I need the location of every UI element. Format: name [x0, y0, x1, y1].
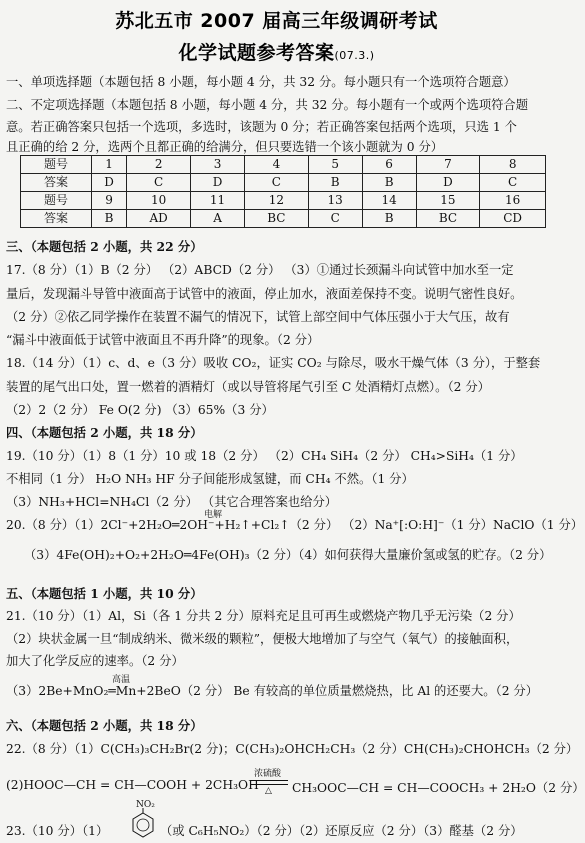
section-5-heading: 五、（本题包括 1 小题，共 10 分） [6, 586, 203, 601]
table-cell: 8 [480, 156, 546, 174]
table-row [21, 192, 546, 210]
table-row [21, 210, 546, 228]
q22-reactants: (2)HOOC—CH = CH—COOH + 2CH₃OH [6, 778, 259, 792]
reaction-arrow-bottom [250, 784, 288, 785]
table-cell: 题号 [21, 156, 92, 174]
table-cell: A [191, 210, 245, 228]
table-cell: 13 [308, 192, 362, 210]
table-cell: 9 [92, 192, 127, 210]
ring-outline [133, 813, 153, 837]
q21-line4: （3）2Be+MnO₂═Mn+2BeO（2 分） Be 有较高的单位质量燃烧热，比 Al 的还要大。（2 分） [6, 684, 539, 698]
section-6-heading: 六、（本题包括 2 小题，共 18 分） [6, 718, 203, 733]
table-cell: 12 [245, 192, 309, 210]
q18-line2: 装置的尾气出口处，置一燃着的酒精灯（或以导管将尾气引至 C 处酒精灯点燃）。（2 分） [6, 380, 490, 394]
q23-answers: （或 C₆H₅NO₂）（2 分）（2）还原反应（2 分）（3）醛基（2 分） [160, 824, 523, 838]
section-1-heading: 一、单项选择题（本题包括 8 小题，每小题 4 分，共 32 分。每小题只有一个选项符合题意） [6, 75, 516, 89]
answer-table [20, 155, 546, 228]
q17-line3: （2 分）②依乙同学操作在装置不漏气的情况下，试管上部空间中气体压强小于大气压，故有 [6, 310, 510, 324]
benzene-ring-icon [130, 808, 156, 838]
table-cell: 5 [308, 156, 362, 174]
table-cell: D [191, 174, 245, 192]
table-cell: 1 [92, 156, 127, 174]
table-cell: 10 [127, 192, 191, 210]
table-cell: 3 [191, 156, 245, 174]
q17-line4: “漏斗中液面低于试管中液面且不再升降”的现象。（2 分） [6, 333, 320, 347]
q23-label: 23.（10 分）（1） [6, 824, 109, 838]
section-4-heading: 四、（本题包括 2 小题，共 18 分） [6, 425, 203, 440]
section-2-instructions-cont: 且正确的给 2 分，选两个且都正确的给满分，但只要选错一个该小题就为 0 分） [6, 140, 444, 154]
q21-line2: （2）块状金属一旦“制成纳米、微米级的颗粒”，便极大地增加了与空气（氧气）的接触面积， [6, 632, 519, 646]
q18-line3: （2）2（2 分） Fe O(2 分) （3）65%（3 分） [6, 403, 274, 417]
table-cell: C [308, 210, 362, 228]
q19-line2: 不相同（1 分） H₂O NH₃ HF 分子间能形成氢键，而 CH₄ 不然。（1 分） [6, 472, 414, 486]
q22-line1: 22.（8 分）（1）C(CH₃)₃CH₂Br(2 分)；C(CH₃)₂OHCH₂CH₃（2 分）CH(CH₃)₂CHOHCH₃（2 分） [6, 742, 579, 756]
table-cell: 16 [480, 192, 546, 210]
table-cell: C [245, 174, 309, 192]
table-cell: BC [245, 210, 309, 228]
q20-line2: （3）4Fe(OH)₂+O₂+2H₂O═4Fe(OH)₃（2 分）（4）如何获得大量廉价氢或氢的贮存。（2 分） [24, 548, 552, 562]
q19-line3: （3）NH₃+HCl=NH₄Cl（2 分） （其它合理答案也给分） [6, 495, 338, 509]
q21-line3: 加大了化学反应的速率。（2 分） [6, 654, 184, 668]
exam-title: 苏北五市 2007 届高三年级调研考试 [115, 10, 438, 32]
table-cell: C [127, 174, 191, 192]
ring-circle [137, 819, 149, 831]
q17-line1: 17.（8 分）（1）B（2 分） （2）ABCD（2 分） （3）①通过长颈漏斗向试管中加水至一定 [6, 263, 514, 277]
table-cell: 14 [362, 192, 416, 210]
catalyst-condition: 浓硫酸 [254, 769, 282, 779]
q18-line1: 18.（14 分）（1）c、d、e（3 分）吸收 CO₂，证实 CO₂ 与除尽，吸水干燥气体（3 分），于整套 [6, 356, 541, 370]
table-cell: C [480, 174, 546, 192]
table-cell: 2 [127, 156, 191, 174]
table-cell: 4 [245, 156, 309, 174]
table-cell: 15 [416, 192, 480, 210]
high-temp-condition: 高温 [112, 675, 131, 685]
table-cell: AD [127, 210, 191, 228]
table-cell: B [308, 174, 362, 192]
table-cell: 答案 [21, 210, 92, 228]
table-cell: D [416, 174, 480, 192]
table-cell: 7 [416, 156, 480, 174]
table-cell: 11 [191, 192, 245, 210]
table-row [21, 174, 546, 192]
electrolysis-condition: 电解 [204, 510, 223, 520]
version-label: (07.3.) [334, 49, 375, 62]
q22-products: CH₃OOC—CH = CH—COOCH₃ + 2H₂O（2 分） [292, 781, 585, 795]
q19-line1: 19.（10 分）（1）8（1 分）10 或 18（2 分） （2）CH₄ SiH₄（2 分） CH₄>SiH₄（1 分） [6, 449, 523, 463]
answer-key-heading: 化学试题参考答案 [178, 42, 335, 64]
heat-symbol: △ [265, 786, 272, 796]
table-cell: 题号 [21, 192, 92, 210]
reaction-arrow-top [250, 780, 288, 781]
table-cell: 答案 [21, 174, 92, 192]
table-cell: B [362, 210, 416, 228]
section-2-heading: 二、不定项选择题（本题包括 8 小题，每小题 4 分，共 32 分。每小题有一个或两个选项符合题 [6, 98, 529, 112]
q17-line2: 量后，发现漏斗导管中液面高于试管中的液面，停止加水，液面差保持不变。说明气密性良好。 [6, 287, 523, 301]
answer-key-title [0, 38, 553, 65]
q20-line1: 20.（8 分）（1）2Cl⁻+2H₂O═2OH⁻+H₂↑+Cl₂↑（2 分） （2）Na⁺[:O:H]⁻（1 分）NaClO（1 分） [6, 518, 584, 532]
table-cell: D [92, 174, 127, 192]
table-cell: B [92, 210, 127, 228]
nitro-group-label: NO₂ [136, 800, 155, 810]
table-cell: BC [416, 210, 480, 228]
table-cell: 6 [362, 156, 416, 174]
section-3-heading: 三、（本题包括 2 小题，共 22 分） [6, 239, 203, 254]
table-cell: CD [480, 210, 546, 228]
table-cell: B [362, 174, 416, 192]
q21-line1: 21.（10 分）（1）Al，Si（各 1 分共 2 分）原料充足且可再生或燃烧产物几乎无污染（2 分） [6, 609, 521, 623]
table-row [21, 156, 546, 174]
section-2-instructions: 意。若正确答案只包括一个选项，多选时，该题为 0 分；若正确答案包括两个选项，只选 1 个 [6, 120, 517, 134]
